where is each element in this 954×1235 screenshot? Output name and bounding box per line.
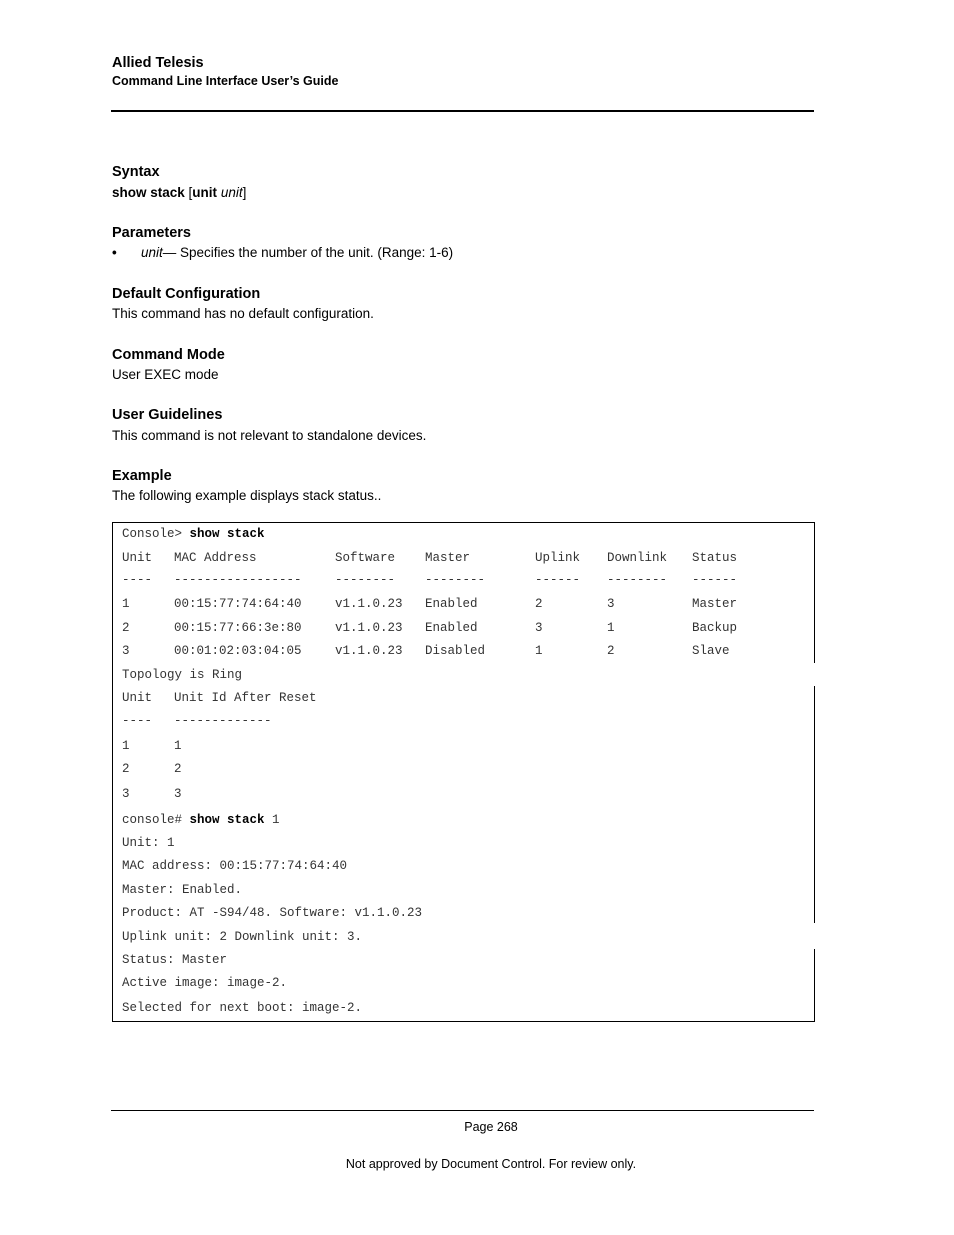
t1-h-unit: Unit [122,551,153,565]
cmd2-arg: 1 [264,813,280,827]
t1-r0-c2: v1.1.0.23 [335,597,403,611]
parameter-text [141,245,453,260]
t1-h-uplink: Uplink [535,551,581,565]
cmd1: show stack [189,527,265,541]
prompt1: Console> [122,527,190,541]
syntax-heading: Syntax [112,164,160,180]
t2-h-id: Unit Id After Reset [174,691,317,705]
detail-mac: MAC address: 00:15:77:74:64:40 [122,859,348,873]
t1-r1-c5: 1 [607,621,615,635]
footer-page-number: Page 268 [464,1120,518,1134]
cmd2: show stack [189,813,265,827]
topology-line: Topology is Ring [122,668,243,682]
t1-h-master: Master [425,551,471,565]
t1-r1-c3: Enabled [425,621,478,635]
detail-uplink: Uplink unit: 2 Downlink unit: 3. [122,930,363,944]
t2-r0-c0: 1 [122,739,130,753]
t2-r2-c1: 3 [174,787,182,801]
gap-cover-2 [813,923,816,949]
bullet-icon: • [112,245,117,260]
code-line-prompt1 [122,526,265,542]
t1-d-2: -------- [335,573,396,587]
syntax-line [112,185,246,200]
syntax-bracket-open: [ [184,185,193,200]
detail-active-image: Active image: image-2. [122,976,288,990]
t1-r2-c1: 00:01:02:03:04:05 [174,644,302,658]
t1-d-3: -------- [425,573,486,587]
code-line-prompt2 [122,812,280,828]
detail-unit: Unit: 1 [122,836,175,850]
t1-r1-c4: 3 [535,621,543,635]
detail-status: Status: Master [122,953,228,967]
gap-cover-1 [813,663,816,686]
t1-r2-c0: 3 [122,644,130,658]
user-guidelines-heading: User Guidelines [112,407,223,423]
header-rule [111,110,814,112]
t1-r0-c4: 2 [535,597,543,611]
t1-r0-c6: Master [692,597,738,611]
t1-h-software: Software [335,551,396,565]
detail-master: Master: Enabled. [122,883,243,897]
t2-r1-c1: 2 [174,762,182,776]
default-config-heading: Default Configuration [112,286,261,302]
t2-r1-c0: 2 [122,762,130,776]
t1-r2-c5: 2 [607,644,615,658]
t1-d-0: ---- [122,573,153,587]
command-mode-text: User EXEC mode [112,367,219,382]
parameter-desc: — Specifies the number of the unit. (Range: 1-6) [162,245,454,260]
t1-r2-c3: Disabled [425,644,486,658]
example-text: The following example displays stack status.. [112,488,382,503]
t1-h-status: Status [692,551,738,565]
t1-d-5: -------- [607,573,668,587]
user-guidelines-text: This command is not relevant to standalone devices. [112,428,427,443]
prompt2: console# [122,813,190,827]
code-box [112,522,815,1022]
t1-r0-c3: Enabled [425,597,478,611]
t1-h-mac: MAC Address [174,551,257,565]
detail-product: Product: AT -S94/48. Software: v1.1.0.23 [122,906,423,920]
t2-h-unit: Unit [122,691,153,705]
parameters-heading: Parameters [112,225,191,241]
t1-r0-c5: 3 [607,597,615,611]
header-guide-title: Command Line Interface User’s Guide [112,74,339,88]
parameter-arg: unit [141,245,163,260]
footer-review-note: Not approved by Document Control. For review only. [345,1157,637,1171]
t1-r2-c2: v1.1.0.23 [335,644,403,658]
t1-d-1: ----------------- [174,573,302,587]
t1-r2-c6: Slave [692,644,730,658]
header-company: Allied Telesis [112,55,204,71]
t1-r1-c0: 2 [122,621,130,635]
syntax-bracket-close: ] [242,185,247,200]
t1-r0-c0: 1 [122,597,130,611]
t1-r0-c1: 00:15:77:74:64:40 [174,597,302,611]
example-heading: Example [112,468,172,484]
t1-r1-c6: Backup [692,621,738,635]
default-config-text: This command has no default configuration. [112,306,374,321]
syntax-kw: unit [192,185,218,200]
t2-d-1: ------------- [174,714,272,728]
detail-next-boot: Selected for next boot: image-2. [122,1001,363,1015]
syntax-arg: unit [220,185,243,200]
t1-r1-c1: 00:15:77:66:3e:80 [174,621,302,635]
t1-r1-c2: v1.1.0.23 [335,621,403,635]
footer-rule [111,1110,814,1111]
t1-r2-c4: 1 [535,644,543,658]
command-mode-heading: Command Mode [112,347,225,363]
t1-h-downlink: Downlink [607,551,668,565]
t2-d-0: ---- [122,714,153,728]
syntax-cmd: show stack [112,185,185,200]
t1-d-6: ------ [692,573,738,587]
t2-r2-c0: 3 [122,787,130,801]
t1-d-4: ------ [535,573,581,587]
t2-r0-c1: 1 [174,739,182,753]
